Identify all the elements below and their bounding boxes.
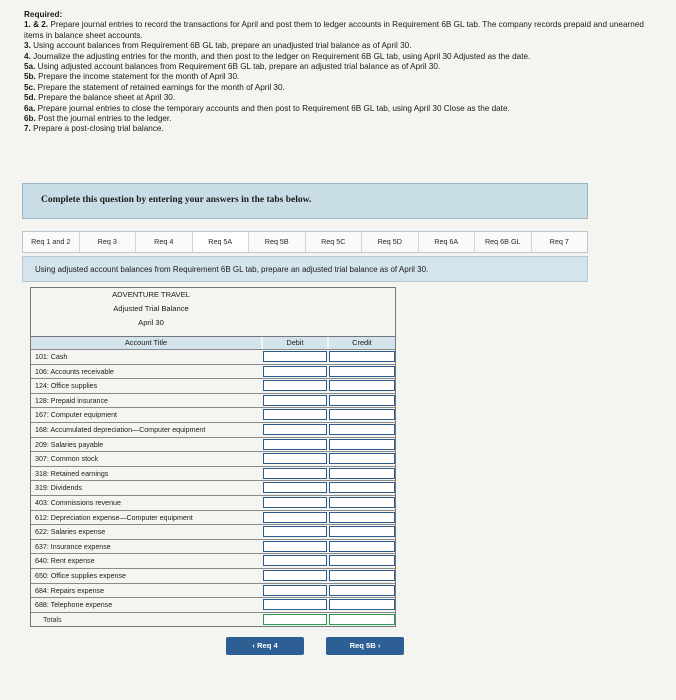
debit-input[interactable] [263, 468, 327, 479]
requirements-block [24, 10, 644, 135]
requirement-number: 5a. [24, 62, 36, 72]
account-title: 318: Retained earnings [35, 469, 109, 478]
requirement-number: 6b. [24, 114, 36, 124]
table-row [31, 451, 395, 466]
account-title: 688: Telephone expense [35, 601, 113, 610]
account-title: 403: Commissions revenue [35, 498, 121, 507]
statement-date: April 30 [138, 318, 164, 327]
requirement-text: Prepare the income statement for the month of April 30. [35, 72, 240, 82]
requirement-number: 5c. [24, 82, 36, 92]
requirement-line [24, 114, 644, 124]
account-title: 622: Salaries expense [35, 528, 106, 537]
table-row [31, 422, 395, 437]
table-row [31, 524, 395, 539]
debit-input[interactable] [263, 585, 327, 596]
table-row [31, 393, 395, 408]
requirement-line [24, 124, 644, 134]
debit-input[interactable] [263, 526, 327, 537]
debit-input[interactable] [263, 599, 327, 610]
tab-req-7[interactable]: Req 7 [549, 237, 569, 246]
table-row [31, 539, 395, 554]
requirement-line [24, 104, 644, 114]
account-title: 128: Prepaid insurance [35, 396, 108, 405]
credit-input[interactable] [329, 424, 395, 435]
account-title: 640: Rent expense [35, 557, 95, 566]
requirement-text: Using account balances from Requirement 6B GL tab, prepare an unadjusted trial balance as of April 30. [30, 41, 412, 51]
account-title: 307: Common stock [35, 455, 99, 464]
company-name: ADVENTURE TRAVEL [112, 290, 190, 299]
required-heading: Required: [24, 10, 63, 19]
credit-input[interactable] [329, 468, 395, 479]
requirement-tabs [22, 231, 588, 253]
requirement-number: 5d. [24, 93, 36, 103]
debit-input[interactable] [263, 541, 327, 552]
debit-input[interactable] [263, 380, 327, 391]
tab-instruction: Using adjusted account balances from Requirement 6B GL tab, prepare an adjusted trial balance as of April 30. [22, 256, 588, 282]
statement-title: Adjusted Trial Balance [113, 304, 189, 313]
requirement-line [24, 93, 644, 103]
adjusted-trial-balance-form [30, 287, 396, 627]
account-title: 101: Cash [35, 353, 68, 361]
account-title: 124: Office supplies [35, 382, 98, 391]
next-req-label: Req 5B [349, 641, 376, 650]
debit-header: Debit [263, 337, 327, 349]
credit-input[interactable] [329, 541, 395, 552]
credit-input[interactable] [329, 409, 395, 420]
credit-input[interactable] [329, 526, 395, 537]
credit-input[interactable] [329, 512, 395, 523]
requirement-text: Journalize the adjusting entries for the month, and then post to the ledger on Requirement 6B GL tab, using April 30 Adjusted as the date. [30, 51, 531, 61]
requirement-line [24, 20, 644, 41]
chevron-right-icon: › [377, 641, 381, 650]
total-debit-input[interactable] [263, 614, 327, 625]
requirement-text: Prepare a post-closing trial balance. [30, 124, 164, 134]
table-row [31, 466, 395, 481]
requirement-number: 5b. [24, 72, 36, 82]
requirement-line [24, 72, 644, 82]
table-row [31, 364, 395, 379]
total-credit-input[interactable] [329, 614, 395, 625]
debit-input[interactable] [263, 482, 327, 493]
credit-input[interactable] [329, 351, 395, 362]
prev-req-label: Req 4 [256, 641, 278, 650]
column-headers [31, 336, 395, 349]
credit-input[interactable] [329, 599, 395, 610]
debit-input[interactable] [263, 395, 327, 406]
credit-input[interactable] [329, 497, 395, 508]
debit-input[interactable] [263, 512, 327, 523]
requirement-text: Using adjusted account balances from Requirement 6B GL tab, prepare an adjusted trial balance as of April 30. [35, 62, 441, 72]
account-title: 650: Office supplies expense [35, 571, 126, 580]
table-row [31, 378, 395, 393]
requirement-line [24, 52, 644, 62]
credit-input[interactable] [329, 482, 395, 493]
debit-input[interactable] [263, 555, 327, 566]
account-title: 106: Accounts receivable [35, 367, 114, 376]
debit-input[interactable] [263, 497, 327, 508]
prev-req-button[interactable] [226, 637, 304, 655]
requirement-text: Prepare the balance sheet at April 30. [35, 93, 176, 103]
trial-balance-rows [31, 349, 395, 612]
table-row [31, 553, 395, 568]
debit-input[interactable] [263, 570, 327, 581]
requirement-text: Prepare journal entries to record the transactions for April and post them to ledger accounts in Requirement 6B GL tab. The company records prepaid and unearned items in balance sheet accounts. [24, 20, 644, 40]
requirement-number: 4. [24, 51, 31, 61]
tab-req-5c[interactable]: Req 5C [306, 232, 363, 252]
debit-input[interactable] [263, 366, 327, 377]
table-row [31, 583, 395, 598]
debit-input[interactable] [263, 424, 327, 435]
account-title-header: Account Title [31, 337, 261, 349]
requirement-number: 3. [24, 41, 31, 51]
requirement-line [24, 83, 644, 93]
totals-label: Totals [43, 615, 62, 624]
instruction-banner: Complete this question by entering your answers in the tabs below. [22, 183, 588, 219]
table-row [31, 407, 395, 422]
tab-req-5a[interactable]: Req 5A [193, 232, 250, 252]
requirement-number: 1. & 2. [24, 20, 49, 30]
next-req-button[interactable] [326, 637, 404, 655]
requirement-text: Post the journal entries to the ledger. [35, 114, 172, 124]
credit-input[interactable] [329, 453, 395, 464]
account-title: 637: Insurance expense [35, 542, 111, 551]
table-row [31, 437, 395, 452]
requirement-number: 6a. [24, 103, 36, 113]
credit-input[interactable] [329, 380, 395, 391]
account-title: 167: Computer equipment [35, 411, 118, 420]
account-title: 168: Accumulated depreciation—Computer equipment [35, 425, 206, 434]
tab-req-5d[interactable]: Req 5D [362, 232, 419, 252]
credit-input[interactable] [329, 395, 395, 406]
account-title: 684: Repairs expense [35, 586, 105, 595]
tab-req-6a[interactable]: Req 6A [419, 232, 476, 252]
tab-req-5b[interactable]: Req 5B [249, 232, 306, 252]
debit-input[interactable] [263, 453, 327, 464]
tab-req-4[interactable]: Req 4 [136, 232, 193, 252]
account-title: 209: Salaries payable [35, 440, 104, 449]
tab-req-3[interactable]: Req 3 [80, 232, 137, 252]
debit-input[interactable] [263, 351, 327, 362]
tab-req-1-and-2[interactable]: Req 1 and 2 [23, 232, 80, 252]
tab-req-6b-gl[interactable]: Req 6B GL [475, 232, 532, 252]
account-title: 612: Depreciation expense—Computer equipment [35, 513, 193, 522]
debit-input[interactable] [263, 409, 327, 420]
requirements-list [24, 20, 644, 134]
totals-row [31, 612, 395, 627]
credit-input[interactable] [329, 366, 395, 377]
credit-header: Credit [329, 337, 395, 349]
credit-input[interactable] [329, 439, 395, 450]
credit-input[interactable] [329, 570, 395, 581]
chevron-left-icon: ‹ [252, 641, 255, 650]
table-row [31, 480, 395, 495]
credit-input[interactable] [329, 585, 395, 596]
requirement-text: Prepare the statement of retained earnings for the month of April 30. [35, 82, 285, 92]
account-title: 319: Dividends [35, 484, 82, 493]
table-row [31, 349, 395, 364]
table-row [31, 597, 395, 612]
trial-balance-header [31, 288, 395, 336]
requirement-number: 7. [24, 124, 31, 134]
table-row [31, 568, 395, 583]
credit-input[interactable] [329, 555, 395, 566]
table-row [31, 510, 395, 525]
requirement-text: Prepare journal entries to close the temporary accounts and then post to Requirement 6B GL tab, using April 30 Close as the date. [35, 103, 510, 113]
requirement-line [24, 62, 644, 72]
debit-input[interactable] [263, 439, 327, 450]
table-row [31, 495, 395, 510]
requirement-line [24, 41, 644, 51]
